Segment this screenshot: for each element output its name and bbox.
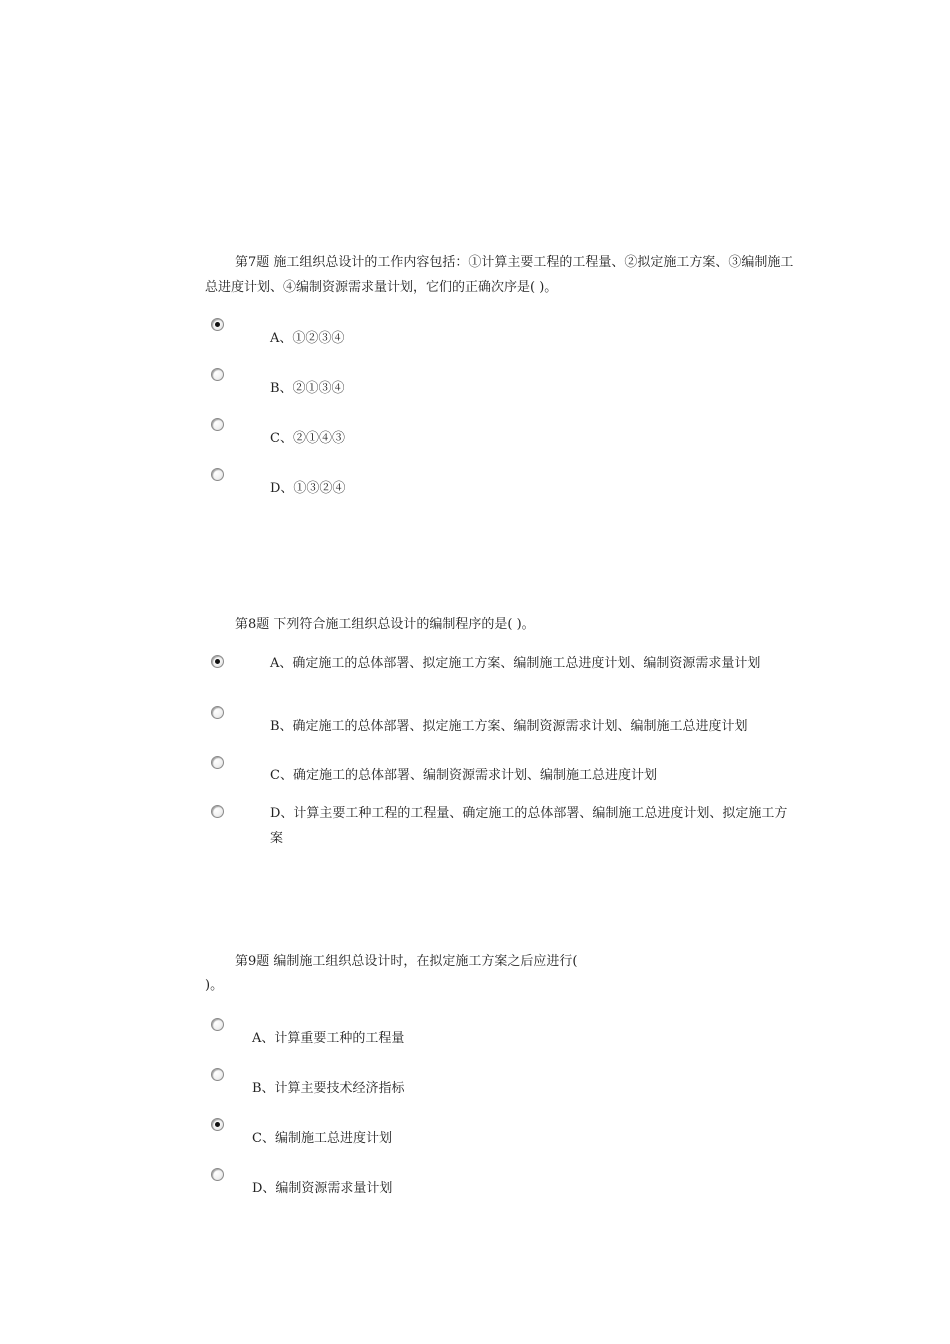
option-label: C、确定施工的总体部署、编制资源需求计划、编制施工总进度计划 bbox=[270, 768, 657, 783]
option-label: B、②①③④ bbox=[270, 381, 345, 396]
option-a[interactable] bbox=[0, 1016, 950, 1056]
option-label: A、计算重要工种的工程量 bbox=[252, 1031, 405, 1046]
question-stem-continuation: )。 bbox=[205, 978, 224, 993]
radio-button[interactable] bbox=[211, 368, 224, 381]
radio-button[interactable] bbox=[211, 756, 224, 769]
radio-button[interactable] bbox=[211, 418, 224, 431]
option-a[interactable] bbox=[0, 316, 950, 356]
radio-button-selected[interactable] bbox=[211, 318, 224, 331]
option-d[interactable] bbox=[0, 804, 950, 854]
option-label: D、编制资源需求量计划 bbox=[252, 1181, 393, 1196]
question-stem: 第8题 下列符合施工组织总设计的编制程序的是( )。 bbox=[235, 617, 535, 632]
option-label: D、计算主要工种工程的工程量、确定施工的总体部署、编制施工总进度计划、拟定施工方案 bbox=[270, 806, 788, 846]
option-c[interactable] bbox=[0, 1116, 950, 1156]
option-label: C、②①④③ bbox=[270, 431, 345, 446]
radio-button-selected[interactable] bbox=[211, 1118, 224, 1131]
option-c[interactable] bbox=[0, 416, 950, 456]
radio-button[interactable] bbox=[211, 1018, 224, 1031]
option-label: D、①③②④ bbox=[270, 481, 346, 496]
radio-button[interactable] bbox=[211, 805, 224, 818]
option-a[interactable] bbox=[0, 654, 950, 704]
question-stem: 第7题 施工组织总设计的工作内容包括：①计算主要工程的工程量、②拟定施工方案、③编制施工总进度计划、④编制资源需求量计划，它们的正确次序是( )。 bbox=[205, 255, 794, 295]
option-label: A、确定施工的总体部署、拟定施工方案、编制施工总进度计划、编制资源需求量计划 bbox=[270, 656, 761, 671]
radio-button[interactable] bbox=[211, 1068, 224, 1081]
option-b[interactable] bbox=[0, 366, 950, 406]
option-label: A、①②③④ bbox=[270, 331, 345, 346]
option-label: B、确定施工的总体部署、拟定施工方案、编制资源需求计划、编制施工总进度计划 bbox=[270, 719, 748, 734]
option-c[interactable] bbox=[0, 754, 950, 794]
radio-button-selected[interactable] bbox=[211, 655, 224, 668]
option-d[interactable] bbox=[0, 466, 950, 506]
option-label: C、编制施工总进度计划 bbox=[252, 1131, 392, 1146]
radio-button[interactable] bbox=[211, 468, 224, 481]
option-b[interactable] bbox=[0, 704, 950, 744]
option-b[interactable] bbox=[0, 1066, 950, 1106]
radio-button[interactable] bbox=[211, 1168, 224, 1181]
radio-button[interactable] bbox=[211, 706, 224, 719]
question-stem: 第9题 编制施工组织总设计时，在拟定施工方案之后应进行( bbox=[235, 954, 578, 969]
option-label: B、计算主要技术经济指标 bbox=[252, 1081, 405, 1096]
option-d[interactable] bbox=[0, 1166, 950, 1206]
